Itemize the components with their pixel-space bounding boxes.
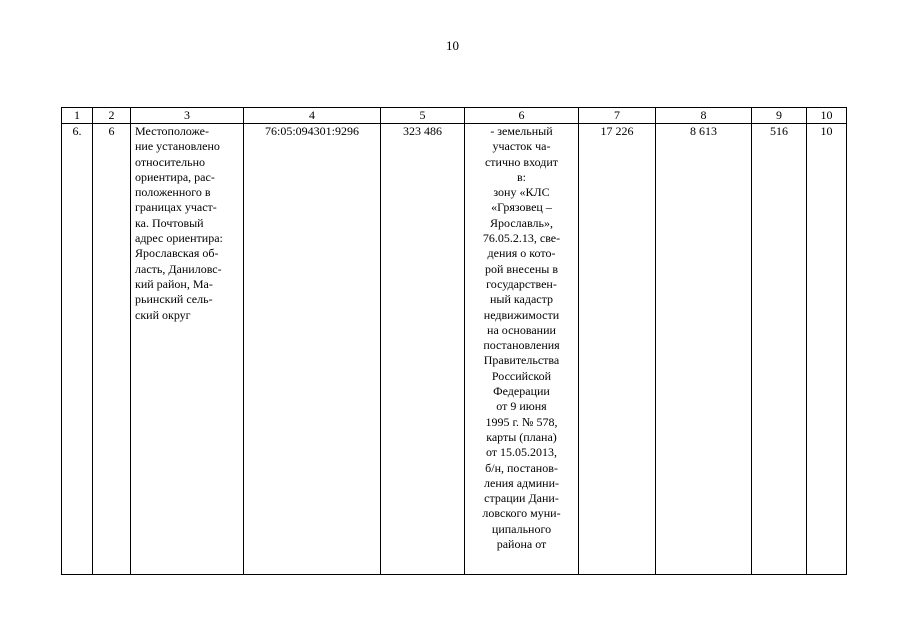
location-line: кий район, Ма- <box>135 276 213 291</box>
location-line: ский округ <box>135 307 191 322</box>
encumbrance-line: 76.05.2.13, све- <box>482 231 561 246</box>
column-header-1: 1 <box>62 108 93 124</box>
encumbrance-line: на основании <box>487 322 556 337</box>
area-cell: 323 486 <box>381 124 465 575</box>
encumbrance-cell <box>465 124 579 575</box>
encumbrance-line: рой внесены в <box>484 261 559 276</box>
column-header-8: 8 <box>656 108 752 124</box>
encumbrance-line: в: <box>517 169 526 184</box>
encumbrance-line: от 15.05.2013, <box>485 445 558 460</box>
encumbrance-line: Российской <box>491 368 552 383</box>
encumbrance-line: б/н, постанов- <box>485 460 558 475</box>
encumbrance-line: - земельный <box>490 124 553 138</box>
encumbrance-line: Федерации <box>493 384 550 399</box>
encumbrance-line: постановления <box>483 338 560 353</box>
column-8-value-cell: 8 613 <box>656 124 752 575</box>
encumbrance-line: участок ча- <box>492 139 551 154</box>
column-header-9: 9 <box>752 108 807 124</box>
column-header-4: 4 <box>244 108 381 124</box>
location-line: ка. Почтовый <box>135 215 204 230</box>
encumbrance-line: дения о кото- <box>487 246 556 261</box>
location-line: Местоположе- <box>135 124 209 138</box>
location-line: положенного в <box>135 185 211 200</box>
encumbrance-line: ления админи- <box>484 475 559 490</box>
location-cell <box>131 124 244 575</box>
column-header-7: 7 <box>579 108 656 124</box>
encumbrance-line: зону «КЛС <box>493 185 550 200</box>
location-line: ориентира, рас- <box>135 169 215 184</box>
table-row <box>62 124 847 575</box>
cadastral-number-cell: 76:05:094301:9296 <box>244 124 381 575</box>
page-number: 10 <box>446 38 459 53</box>
encumbrance-line: ный кадастр <box>489 292 554 307</box>
encumbrance-line: карты (плана) <box>486 429 557 444</box>
location-line: рьинский сель- <box>135 292 213 307</box>
encumbrance-line: страции Дани- <box>484 491 559 506</box>
encumbrance-line: от 9 июня <box>496 399 547 414</box>
plot-number-cell: 6 <box>93 124 131 575</box>
location-line: адрес ориентира: <box>135 231 223 246</box>
encumbrance-line: «Грязовец – <box>491 200 552 215</box>
location-line: Ярославская об- <box>135 246 219 261</box>
land-plot-table <box>61 107 847 575</box>
encumbrance-line: стично входит <box>484 154 559 169</box>
column-header-2: 2 <box>93 108 131 124</box>
encumbrance-line: Ярославль», <box>490 215 553 230</box>
location-line: ние установлено <box>135 139 220 154</box>
column-10-value-cell: 10 <box>807 124 847 575</box>
column-header-10: 10 <box>807 108 847 124</box>
location-line: относительно <box>135 154 206 169</box>
encumbrance-line: района от <box>496 537 547 552</box>
location-line: ласть, Даниловс- <box>135 261 222 276</box>
column-7-value-cell: 17 226 <box>579 124 656 575</box>
column-header-3: 3 <box>131 108 244 124</box>
location-line: границах участ- <box>135 200 217 215</box>
header-row <box>62 108 847 124</box>
column-header-6: 6 <box>465 108 579 124</box>
row-number-cell: 6. <box>62 124 93 575</box>
encumbrance-line: недвижимости <box>483 307 560 322</box>
encumbrance-line: ловского муни- <box>482 506 561 521</box>
column-9-value-cell: 516 <box>752 124 807 575</box>
encumbrance-line: государствен- <box>486 276 557 291</box>
encumbrance-line: ципального <box>491 521 552 536</box>
column-header-5: 5 <box>381 108 465 124</box>
encumbrance-line: 1995 г. № 578, <box>485 414 558 429</box>
encumbrance-line: Правительства <box>483 353 560 368</box>
